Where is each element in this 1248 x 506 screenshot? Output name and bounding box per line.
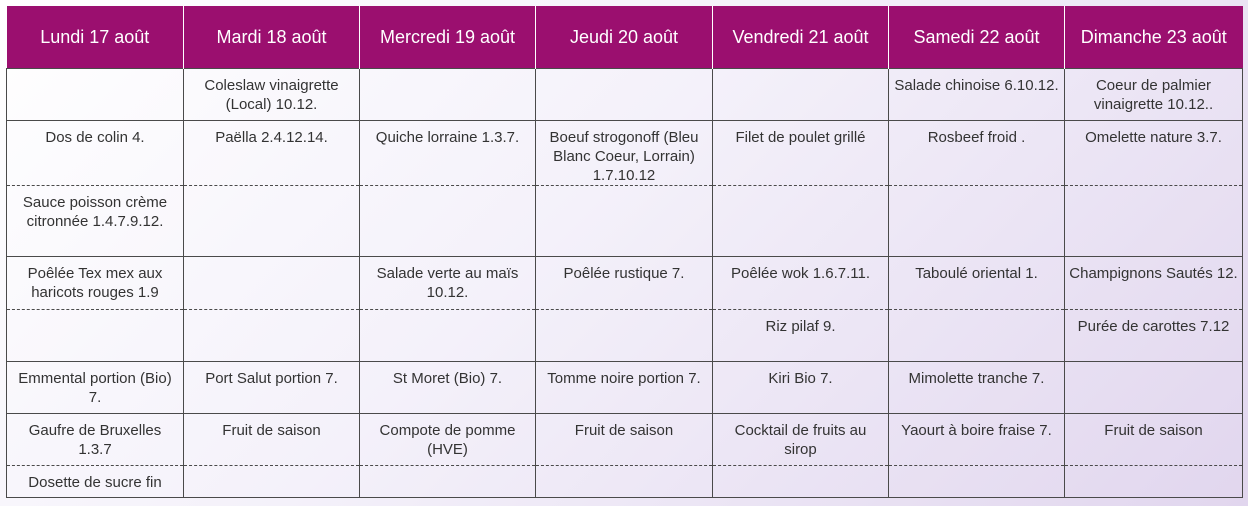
menu-cell: Salade verte au maïs 10.12. (360, 256, 536, 309)
menu-cell: Poêlée Tex mex aux haricots rouges 1.9 (7, 256, 184, 309)
menu-cell (360, 309, 536, 361)
menu-cell: Port Salut portion 7. (184, 361, 360, 413)
menu-cell (184, 465, 360, 497)
menu-cell: Tomme noire portion 7. (536, 361, 713, 413)
weekly-menu-table (6, 6, 1243, 498)
menu-cell: Taboulé oriental 1. (889, 256, 1065, 309)
menu-cell: Fruit de saison (536, 413, 713, 465)
menu-cell (1065, 185, 1243, 256)
menu-row-side (7, 256, 1243, 309)
menu-cell: Coleslaw vinaigrette (Local) 10.12. (184, 68, 360, 120)
menu-row-cheese (7, 361, 1243, 413)
menu-cell (7, 309, 184, 361)
menu-cell: Fruit de saison (184, 413, 360, 465)
menu-cell: Champignons Sautés 12. (1065, 256, 1243, 309)
menu-cell: Yaourt à boire fraise 7. (889, 413, 1065, 465)
menu-cell: Filet de poulet grillé (713, 120, 889, 185)
menu-row-sauce (7, 185, 1243, 256)
menu-cell (889, 465, 1065, 497)
header-row (7, 6, 1243, 68)
menu-cell: Sauce poisson crème citronnée 1.4.7.9.12. (7, 185, 184, 256)
menu-cell (7, 68, 184, 120)
menu-cell: Fruit de saison (1065, 413, 1243, 465)
day-header-monday: Lundi 17 août (7, 6, 184, 68)
menu-cell (184, 309, 360, 361)
menu-cell (536, 465, 713, 497)
menu-cell (360, 465, 536, 497)
menu-cell (184, 256, 360, 309)
menu-cell: Salade chinoise 6.10.12. (889, 68, 1065, 120)
menu-cell: Cocktail de fruits au sirop (713, 413, 889, 465)
menu-cell: Poêlée wok 1.6.7.11. (713, 256, 889, 309)
menu-cell (713, 465, 889, 497)
menu-cell (536, 309, 713, 361)
menu-row-side-2 (7, 309, 1243, 361)
menu-cell (536, 68, 713, 120)
menu-cell: Paëlla 2.4.12.14. (184, 120, 360, 185)
menu-cell: Mimolette tranche 7. (889, 361, 1065, 413)
menu-cell (184, 185, 360, 256)
menu-cell: Compote de pomme (HVE) (360, 413, 536, 465)
menu-cell: Quiche lorraine 1.3.7. (360, 120, 536, 185)
day-header-sunday: Dimanche 23 août (1065, 6, 1243, 68)
menu-row-dessert (7, 413, 1243, 465)
menu-cell (713, 68, 889, 120)
menu-row-main (7, 120, 1243, 185)
day-header-tuesday: Mardi 18 août (184, 6, 360, 68)
menu-cell (360, 68, 536, 120)
menu-cell (1065, 465, 1243, 497)
day-header-saturday: Samedi 22 août (889, 6, 1065, 68)
menu-cell: Omelette nature 3.7. (1065, 120, 1243, 185)
menu-cell: Emmental portion (Bio) 7. (7, 361, 184, 413)
menu-cell: Rosbeef froid . (889, 120, 1065, 185)
menu-cell: Dos de colin 4. (7, 120, 184, 185)
menu-cell (889, 309, 1065, 361)
menu-cell: Purée de carottes 7.12 (1065, 309, 1243, 361)
menu-cell: Riz pilaf 9. (713, 309, 889, 361)
menu-cell: Gaufre de Bruxelles 1.3.7 (7, 413, 184, 465)
menu-cell: Kiri Bio 7. (713, 361, 889, 413)
menu-cell: Coeur de palmier vinaigrette 10.12.. (1065, 68, 1243, 120)
menu-cell (536, 185, 713, 256)
day-header-wednesday: Mercredi 19 août (360, 6, 536, 68)
menu-cell: Boeuf strogonoff (Bleu Blanc Coeur, Lorrain) 1.7.10.12 (536, 120, 713, 185)
day-header-thursday: Jeudi 20 août (536, 6, 713, 68)
menu-cell (713, 185, 889, 256)
menu-cell: Poêlée rustique 7. (536, 256, 713, 309)
menu-cell (1065, 361, 1243, 413)
menu-cell: St Moret (Bio) 7. (360, 361, 536, 413)
day-header-friday: Vendredi 21 août (713, 6, 889, 68)
weekly-menu-table-frame (6, 6, 1242, 502)
menu-cell (889, 185, 1065, 256)
menu-row-starter (7, 68, 1243, 120)
menu-row-extra (7, 465, 1243, 497)
menu-cell: Dosette de sucre fin (7, 465, 184, 497)
menu-cell (360, 185, 536, 256)
